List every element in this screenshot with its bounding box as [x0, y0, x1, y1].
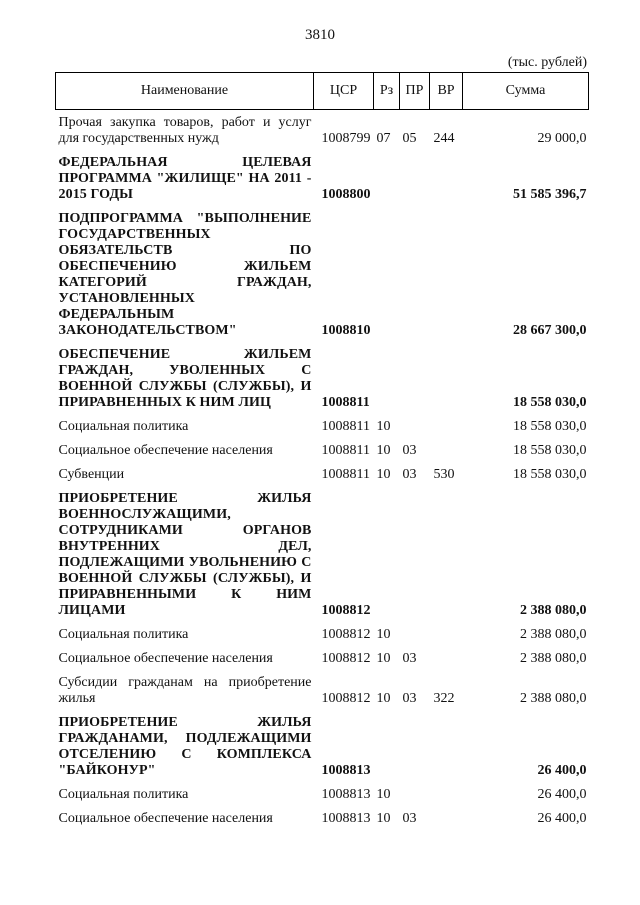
cell-pr: 05	[402, 131, 417, 146]
cell-vr	[430, 782, 463, 806]
table-row	[56, 438, 589, 462]
table-row	[56, 462, 589, 486]
cell-rz: 10	[376, 651, 391, 666]
cell-rz: 10	[376, 811, 391, 826]
cell-sum: 29 000,0	[537, 131, 587, 146]
cell-rz	[374, 206, 400, 342]
cell-name: Субвенции	[58, 467, 125, 482]
cell-pr	[400, 710, 430, 782]
cell-sum: 18 558 030,0	[513, 467, 587, 482]
cell-vr	[430, 150, 463, 206]
header-rz: Рз	[374, 73, 400, 110]
cell-csr: 1008811	[321, 419, 370, 434]
cell-rz: 10	[376, 627, 391, 642]
cell-name: Социальное обеспечение населения	[58, 651, 273, 666]
cell-pr	[400, 342, 430, 414]
cell-pr: 03	[402, 651, 417, 666]
cell-name: Субсидии гражданам на приобретение жилья	[58, 675, 312, 706]
table-row	[56, 110, 589, 151]
cell-vr	[430, 646, 463, 670]
cell-rz: 07	[376, 131, 391, 146]
cell-rz	[374, 342, 400, 414]
cell-name: ОБЕСПЕЧЕНИЕ ЖИЛЬЕМ ГРАЖДАН, УВОЛЕННЫХ С ВОЕННОЙ СЛУЖБЫ (СЛУЖБЫ), И ПРИРАВНЕННЫХ К НИМ ЛИЦ	[58, 347, 312, 410]
table-row	[56, 622, 589, 646]
cell-pr	[400, 782, 430, 806]
cell-sum: 51 585 396,7	[513, 187, 587, 202]
cell-csr: 1008800	[321, 187, 371, 202]
cell-csr: 1008813	[321, 811, 371, 826]
cell-name: ПРИОБРЕТЕНИЕ ЖИЛЬЯ ВОЕННОСЛУЖАЩИМИ, СОТРУДНИКАМИ ОРГАНОВ ВНУТРЕННИХ ДЕЛ, ПОДЛЕЖАЩИМИ УВОЛЬНЕНИЮ С ВОЕННОЙ СЛУЖБЫ (СЛУЖБЫ), И ПРИРАВНЕННЫМИ К НИМ ЛИЦАМИ	[58, 491, 312, 618]
cell-name: ФЕДЕРАЛЬНАЯ ЦЕЛЕВАЯ ПРОГРАММА "ЖИЛИЩЕ" НА 2011 - 2015 ГОДЫ	[58, 155, 312, 202]
cell-pr	[400, 206, 430, 342]
table-row	[56, 486, 589, 622]
cell-sum: 18 558 030,0	[513, 419, 587, 434]
header-vr: ВР	[430, 73, 463, 110]
cell-pr	[400, 150, 430, 206]
cell-rz	[374, 486, 400, 622]
header-csr: ЦСР	[314, 73, 374, 110]
table-row	[56, 646, 589, 670]
table-row	[56, 710, 589, 782]
cell-rz	[374, 150, 400, 206]
cell-vr	[430, 206, 463, 342]
cell-rz: 10	[376, 691, 391, 706]
cell-vr	[430, 414, 463, 438]
cell-csr: 1008811	[321, 443, 370, 458]
cell-name: ПРИОБРЕТЕНИЕ ЖИЛЬЯ ГРАЖДАНАМИ, ПОДЛЕЖАЩИМИ ОТСЕЛЕНИЮ С КОМПЛЕКСА "БАЙКОНУР"	[58, 715, 312, 778]
cell-csr: 1008799	[321, 131, 371, 146]
cell-sum: 2 388 080,0	[520, 651, 587, 666]
cell-name: Прочая закупка товаров, работ и услуг для государственных нужд	[58, 115, 312, 146]
header-pr: ПР	[400, 73, 430, 110]
table-row	[56, 150, 589, 206]
cell-pr	[400, 622, 430, 646]
cell-sum: 26 400,0	[537, 787, 587, 802]
cell-vr: 322	[433, 691, 455, 706]
cell-csr: 1008812	[321, 627, 371, 642]
table-row	[56, 414, 589, 438]
cell-csr: 1008813	[321, 763, 371, 778]
table-row	[56, 782, 589, 806]
cell-csr: 1008811	[321, 467, 370, 482]
cell-rz	[374, 710, 400, 782]
cell-vr: 530	[433, 467, 455, 482]
table-row	[56, 806, 589, 830]
cell-sum: 26 400,0	[537, 811, 587, 826]
cell-vr	[430, 622, 463, 646]
cell-sum: 2 388 080,0	[520, 691, 587, 706]
page-number: 3810	[305, 27, 335, 43]
cell-sum: 2 388 080,0	[520, 627, 587, 642]
header-sum: Сумма	[463, 73, 589, 110]
table-row	[56, 670, 589, 710]
cell-csr: 1008812	[321, 603, 371, 618]
units-label: (тыс. рублей)	[507, 55, 587, 70]
cell-sum: 26 400,0	[537, 763, 587, 778]
cell-vr: 244	[433, 131, 455, 146]
cell-sum: 18 558 030,0	[513, 395, 587, 410]
cell-rz: 10	[376, 419, 391, 434]
cell-rz: 10	[376, 467, 391, 482]
cell-pr: 03	[402, 443, 417, 458]
cell-rz: 10	[376, 787, 391, 802]
cell-vr	[430, 806, 463, 830]
cell-pr	[400, 414, 430, 438]
cell-name: Социальное обеспечение населения	[58, 443, 273, 458]
cell-vr	[430, 342, 463, 414]
cell-sum: 2 388 080,0	[520, 603, 587, 618]
cell-csr: 1008811	[321, 395, 370, 410]
cell-vr	[430, 486, 463, 622]
cell-name: ПОДПРОГРАММА "ВЫПОЛНЕНИЕ ГОСУДАРСТВЕННЫХ ОБЯЗАТЕЛЬСТВ ПО ОБЕСПЕЧЕНИЮ ЖИЛЬЕМ КАТЕГОРИЙ ГРАЖДАН, УСТАНОВЛЕННЫХ ФЕДЕРАЛЬНЫМ ЗАКОНОДАТЕЛЬСТВОМ"	[58, 211, 312, 338]
cell-csr: 1008812	[321, 691, 371, 706]
cell-pr: 03	[402, 691, 417, 706]
cell-pr: 03	[402, 811, 417, 826]
header-name: Наименование	[56, 73, 314, 110]
cell-name: Социальная политика	[58, 419, 189, 434]
cell-name: Социальная политика	[58, 627, 189, 642]
cell-csr: 1008813	[321, 787, 371, 802]
table-row	[56, 342, 589, 414]
cell-sum: 28 667 300,0	[513, 323, 587, 338]
cell-vr	[430, 710, 463, 782]
table-body	[56, 110, 589, 831]
cell-name: Социальная политика	[58, 787, 189, 802]
cell-rz: 10	[376, 443, 391, 458]
table-header-row	[56, 73, 589, 110]
cell-pr: 03	[402, 467, 417, 482]
cell-csr: 1008812	[321, 651, 371, 666]
cell-sum: 18 558 030,0	[513, 443, 587, 458]
cell-vr	[430, 438, 463, 462]
table-row	[56, 206, 589, 342]
cell-pr	[400, 486, 430, 622]
cell-csr: 1008810	[321, 323, 371, 338]
budget-table	[55, 72, 589, 830]
cell-name: Социальное обеспечение населения	[58, 811, 273, 826]
